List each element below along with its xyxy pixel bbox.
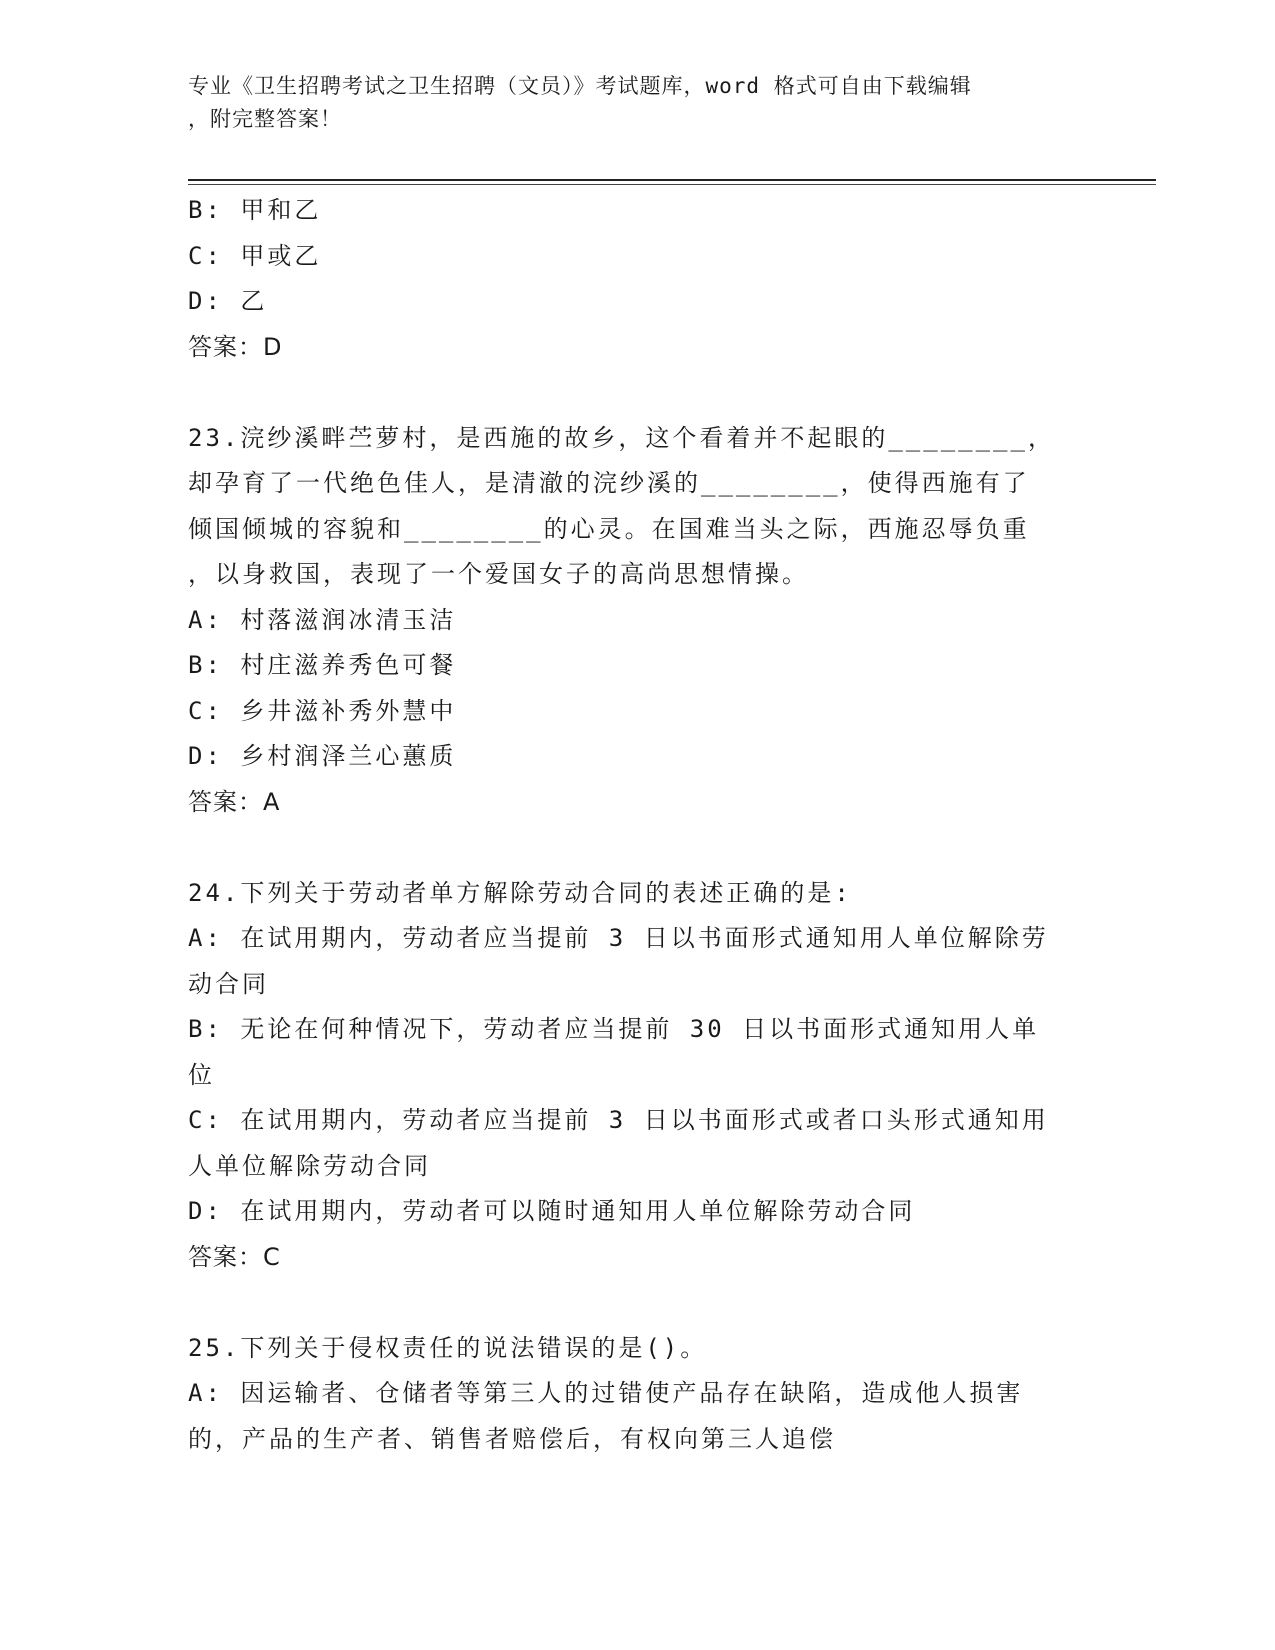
option-a: A: 村落滋润冰清玉洁 bbox=[188, 605, 457, 634]
answer-line: 答案：D bbox=[188, 332, 283, 361]
option-c: C: 在试用期内，劳动者应当提前 3 日以书面形式或者口头形式通知用 bbox=[188, 1106, 1049, 1134]
option-a-continued: 动合同 bbox=[188, 969, 269, 998]
question-stem-line: 却孕育了一代绝色佳人，是清澈的浣纱溪的________，使得西施有了 bbox=[188, 469, 1030, 497]
header-divider-thick bbox=[188, 179, 1156, 181]
spacer bbox=[188, 825, 1088, 871]
question-22-tail bbox=[188, 188, 1088, 370]
question-stem-line: 倾国倾城的容貌和________的心灵。在国难当头之际，西施忍辱负重 bbox=[188, 514, 1030, 543]
header-divider-thin bbox=[188, 184, 1156, 185]
question-25 bbox=[188, 1326, 1088, 1463]
spacer bbox=[188, 370, 1088, 416]
option-d: D: 乙 bbox=[188, 287, 268, 315]
question-stem-line: ，以身救国，表现了一个爱国女子的高尚思想情操。 bbox=[188, 560, 809, 588]
option-c-continued: 人单位解除劳动合同 bbox=[188, 1151, 431, 1180]
option-a: A: 因运输者、仓储者等第三人的过错使产品存在缺陷，造成他人损害 bbox=[188, 1379, 1024, 1407]
question-content bbox=[188, 188, 1088, 1462]
header-line-1: 专业《卫生招聘考试之卫生招聘（文员）》考试题库，word 格式可自由下载编辑 bbox=[188, 74, 972, 98]
answer-line: 答案：A bbox=[188, 787, 281, 816]
spacer bbox=[188, 1280, 1088, 1326]
question-24 bbox=[188, 871, 1088, 1281]
option-a: A: 在试用期内，劳动者应当提前 3 日以书面形式通知用人单位解除劳 bbox=[188, 924, 1049, 952]
answer-line: 答案：C bbox=[188, 1242, 281, 1271]
question-23 bbox=[188, 416, 1088, 826]
option-c: C: 甲或乙 bbox=[188, 241, 322, 270]
question-stem-line: 25.下列关于侵权责任的说法错误的是()。 bbox=[188, 1333, 708, 1362]
option-a-continued: 的，产品的生产者、销售者赔偿后，有权向第三人追偿 bbox=[188, 1424, 836, 1453]
option-b-continued: 位 bbox=[188, 1060, 215, 1089]
question-stem-line: 24.下列关于劳动者单方解除劳动合同的表述正确的是: bbox=[188, 878, 852, 907]
option-b: B: 甲和乙 bbox=[188, 196, 322, 224]
option-b: B: 无论在何种情况下，劳动者应当提前 30 日以书面形式通知用人单 bbox=[188, 1015, 1040, 1043]
document-header bbox=[188, 70, 1068, 136]
question-stem-line: 23.浣纱溪畔苎萝村，是西施的故乡，这个看着并不起眼的________， bbox=[188, 423, 1055, 452]
option-d: D: 乡村润泽兰心蕙质 bbox=[188, 742, 457, 770]
option-b: B: 村庄滋养秀色可餐 bbox=[188, 651, 457, 679]
header-line-2: ，附完整答案！ bbox=[188, 107, 342, 131]
option-c: C: 乡井滋补秀外慧中 bbox=[188, 696, 457, 725]
option-d: D: 在试用期内，劳动者可以随时通知用人单位解除劳动合同 bbox=[188, 1197, 916, 1225]
